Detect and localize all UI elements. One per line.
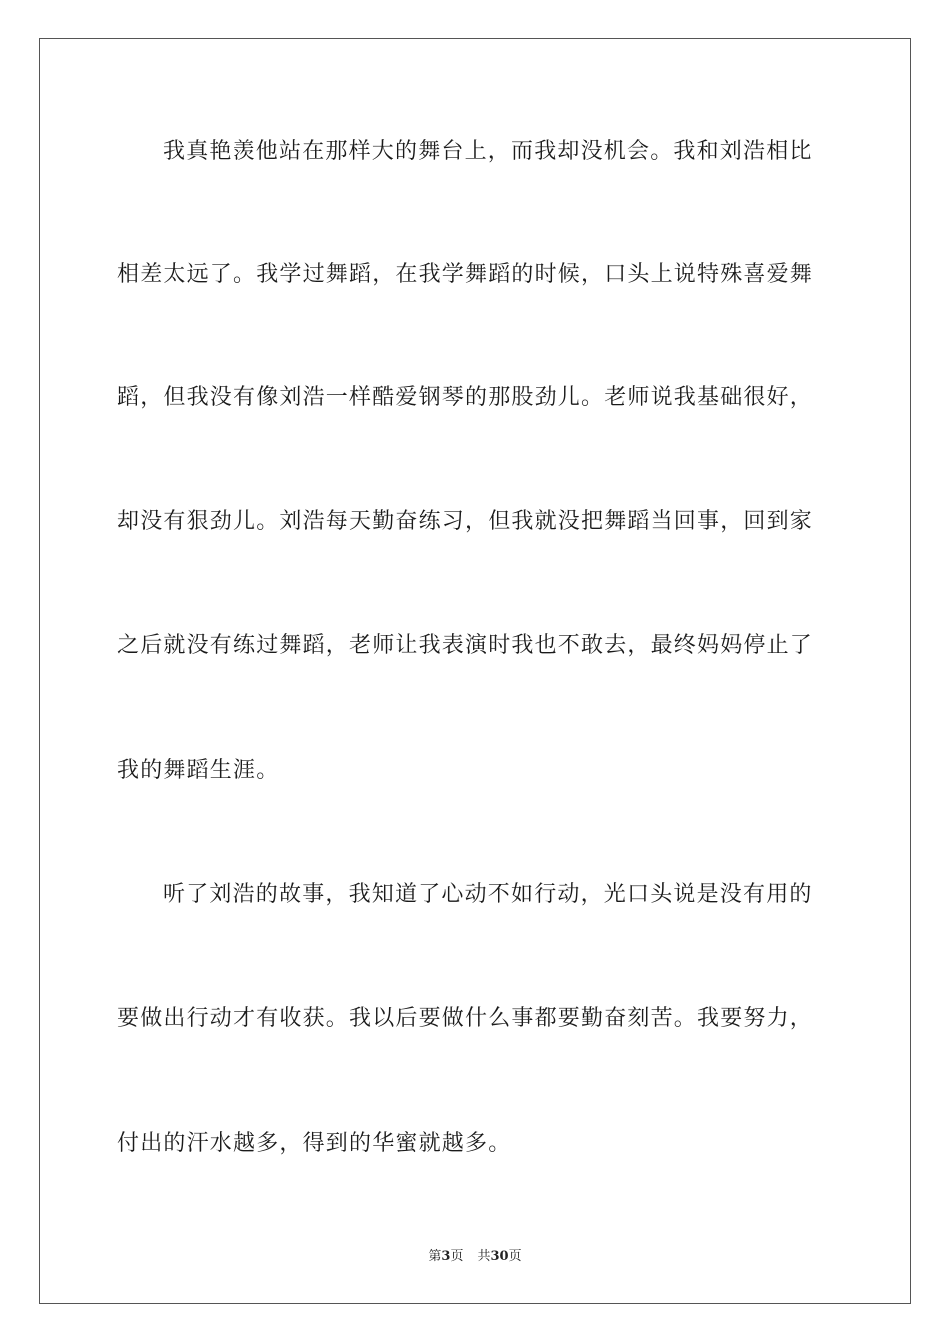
page-number: 3: [441, 1249, 451, 1264]
paragraph-1-line-1: 我真艳羡他站在那样大的舞台上，而我却没机会。我和刘浩相比: [163, 139, 813, 164]
paragraph-2-line-2: 要做出行动才有收获。我以后要做什么事都要勤奋刻苦。我要努力，: [117, 1006, 814, 1031]
paragraph-2-line-3: 付出的汗水越多，得到的华蜜就越多。: [117, 1131, 512, 1156]
page-frame: [39, 38, 911, 1304]
page-prefix: 第: [428, 1249, 442, 1264]
paragraph-1-line-4: 却没有狠劲儿。刘浩每天勤奋练习，但我就没把舞蹈当回事，回到家: [117, 509, 814, 534]
page-suffix: 页: [450, 1249, 464, 1264]
page-footer: [0, 1248, 950, 1266]
paragraph-1-line-3: 蹈，但我没有像刘浩一样酷爱钢琴的那股劲儿。老师说我基础很好，: [117, 385, 814, 410]
paragraph-1-line-2: 相差太远了。我学过舞蹈，在我学舞蹈的时候，口头上说特殊喜爱舞: [117, 262, 814, 287]
paragraph-1-line-5: 之后就没有练过舞蹈，老师让我表演时我也不敢去，最终妈妈停止了: [117, 633, 814, 658]
paragraph-1-line-6: 我的舞蹈生涯。: [117, 758, 280, 783]
total-prefix: 共: [477, 1249, 491, 1264]
total-pages: 30: [490, 1249, 509, 1264]
paragraph-2-line-1: 听了刘浩的故事，我知道了心动不如行动，光口头说是没有用的: [163, 882, 813, 907]
total-suffix: 页: [508, 1249, 522, 1264]
